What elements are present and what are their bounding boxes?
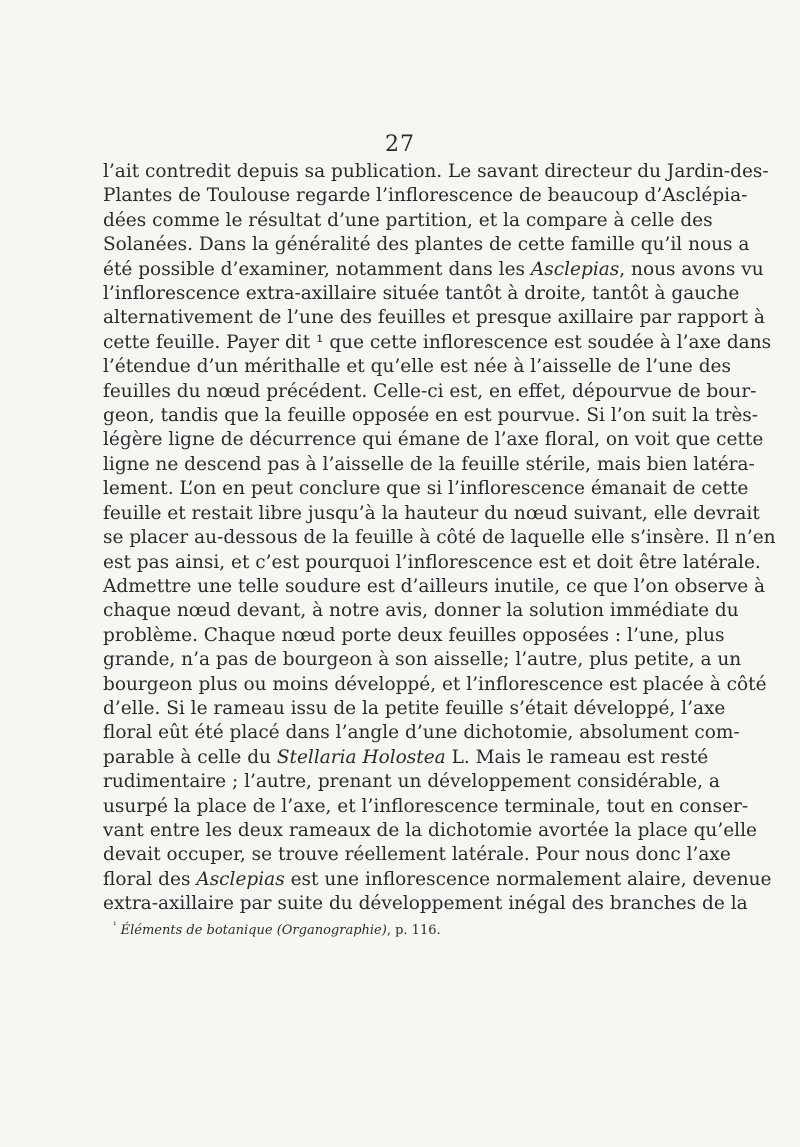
text-line: vant entre les deux rameaux de la dichotomie avortée la place qu’elle bbox=[103, 819, 757, 841]
text-line: légère ligne de décurrence qui émane de l’axe floral, on voit que cette bbox=[103, 429, 764, 451]
text-line: l’ait contredit depuis sa publication. Le savant directeur du Jardin-des- bbox=[103, 161, 769, 182]
text-line: bourgeon plus ou moins développé, et l’inflorescence est placée à côté bbox=[103, 673, 767, 695]
text-line: l’étendue d’un mérithalle et qu’elle est née à l’aisselle de l’une des bbox=[103, 356, 731, 378]
text-line: est pas ainsi, et c’est pourquoi l’inflorescence est et doit être latérale. bbox=[103, 551, 761, 573]
text-line: grande, n’a pas de bourgeon à son aisselle; l’autre, plus petite, a un bbox=[103, 649, 742, 671]
text-line: lement. L’on en peut conclure que si l’inflorescence émanait de cette bbox=[103, 478, 749, 500]
text-line: Plantes de Toulouse regarde l’inflorescence de beaucoup d’Asclépia- bbox=[103, 185, 748, 207]
text-line: usurpé la place de l’axe, et l’inflorescence terminale, tout en conser- bbox=[103, 795, 749, 817]
text-line: problème. Chaque nœud porte deux feuilles opposées : l’une, plus bbox=[103, 624, 725, 646]
text-line: geon, tandis que la feuille opposée en est pourvue. Si l’on suit la très- bbox=[103, 405, 759, 427]
text-line: dées comme le résultat d’une partition, et la compare à celle des bbox=[103, 209, 713, 231]
footnote-title: Éléments de botanique bbox=[120, 923, 273, 938]
text-line: l’inflorescence extra-axillaire située tantôt à droite, tantôt à gauche bbox=[103, 283, 740, 305]
page-number: 27 bbox=[385, 132, 415, 157]
footnote-marker: ¹ bbox=[113, 921, 117, 931]
text-line: Solanées. Dans la généralité des plantes de cette famille qu’il nous a bbox=[103, 234, 750, 256]
text-line: cette feuille. Payer dit ¹ que cette inflorescence est soudée à l’axe dans bbox=[103, 331, 772, 353]
text-line: extra-axillaire par suite du développement inégal des branches de la bbox=[103, 893, 748, 915]
text-line: été possible d’examiner, notamment dans les Asclepias, nous avons vu bbox=[103, 258, 764, 280]
footnote-subtitle: (Organographie) bbox=[276, 923, 387, 938]
text-line: alternativement de l’une des feuilles et presque axillaire par rapport à bbox=[103, 307, 765, 329]
text-line: feuilles du nœud précédent. Celle-ci est, en effet, dépourvue de bour- bbox=[103, 380, 757, 402]
text-line: floral eût été placé dans l’angle d’une dichotomie, absolument com- bbox=[103, 722, 740, 744]
footnote bbox=[113, 918, 441, 939]
text-line: chaque nœud devant, à notre avis, donner la solution immédiate du bbox=[103, 600, 739, 622]
body-text bbox=[103, 160, 776, 917]
text-line: rudimentaire ; l’autre, prenant un développement considérable, a bbox=[103, 771, 720, 793]
text-line: devait occuper, se trouve réellement latérale. Pour nous donc l’axe bbox=[103, 844, 731, 866]
text-line: Admettre une telle soudure est d’ailleurs inutile, ce que l’on observe à bbox=[103, 575, 766, 597]
text-line: feuille et restait libre jusqu’à la hauteur du nœud suivant, elle devrait bbox=[103, 502, 760, 524]
text-line: d’elle. Si le rameau issu de la petite feuille s’était développé, l’axe bbox=[103, 697, 726, 719]
text-line: floral des Asclepias est une inflorescence normalement alaire, devenue bbox=[103, 868, 772, 890]
text-line: parable à celle du Stellaria Holostea L. Mais le rameau est resté bbox=[103, 746, 709, 768]
text-line: se placer au-dessous de la feuille à côté de laquelle elle s’insère. Il n’en bbox=[103, 527, 776, 549]
footnote-page-ref: , p. 116. bbox=[386, 923, 441, 938]
text-line: ligne ne descend pas à l’aisselle de la feuille stérile, mais bien latéra- bbox=[103, 453, 755, 475]
